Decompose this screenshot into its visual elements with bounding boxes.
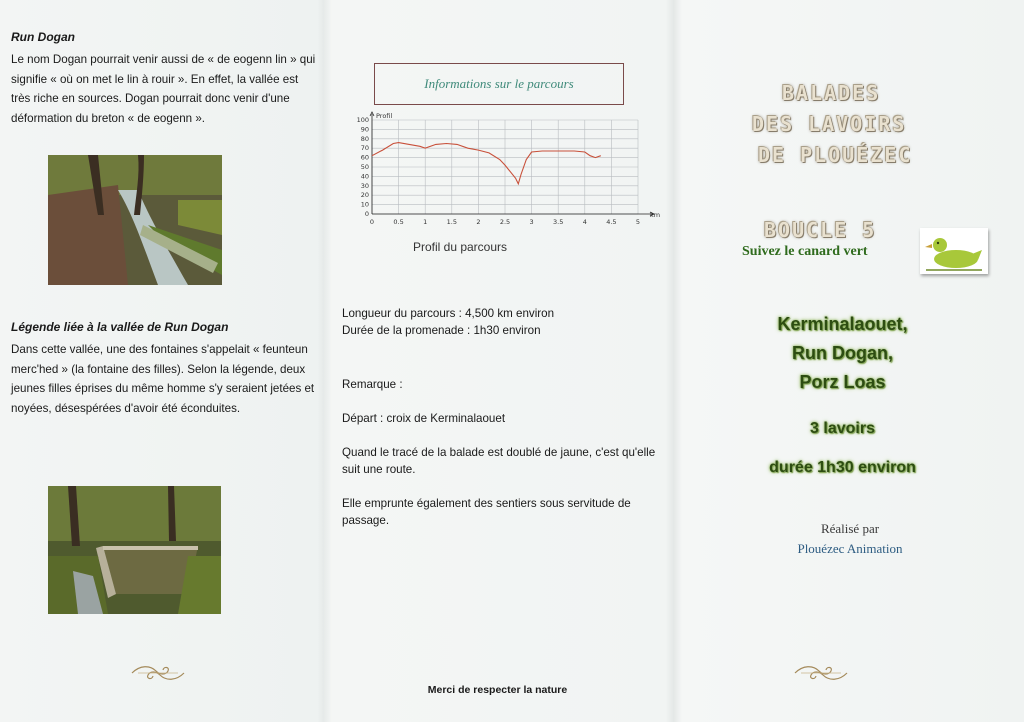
x-tick-label: 2 xyxy=(476,218,481,226)
respect-nature-note: Merci de respecter la nature xyxy=(427,684,568,696)
x-tick-label: 5 xyxy=(635,218,641,226)
stream-photo xyxy=(48,155,222,285)
departure-info: Départ : croix de Kerminalaouet xyxy=(342,412,506,425)
green-duck-badge xyxy=(920,228,988,274)
loop-number: BOUCLE 5 xyxy=(764,218,877,242)
legende-paragraph: Dans cette vallée, une des fontaines s'appelait « feunteun merc'hed » (la fontaine des filles). Selon la légende, deux jeunes filles éprises du même homme s'y seraient jetées et noyées, désespérées d'avoir été éconduites. xyxy=(11,343,315,415)
info-title-box: Informations sur le parcours xyxy=(374,63,624,105)
remark-label: Remarque : xyxy=(342,378,403,391)
brochure-title xyxy=(750,78,950,171)
chart-x-label: km xyxy=(650,211,661,219)
y-tick-label: 70 xyxy=(360,144,369,153)
x-tick-label: 0 xyxy=(369,218,375,226)
lavoir-photo xyxy=(48,486,221,614)
x-tick-label: 4.5 xyxy=(606,218,617,226)
flourish-ornament-icon xyxy=(791,662,851,684)
title-line-3: DE PLOUÉZEC xyxy=(758,143,913,167)
place-item: Run Dogan, xyxy=(792,343,893,363)
x-tick-label: 0.5 xyxy=(393,218,404,226)
y-tick-label: 50 xyxy=(360,163,369,171)
lavoirs-count: 3 lavoirs xyxy=(810,420,875,437)
place-item: Porz Loas xyxy=(799,372,886,392)
run-dogan-paragraph: Le nom Dogan pourrait venir aussi de « de eogenn lin » qui signifie « où on met le lin à rouir ». En effet, la vallée est très riche en sources. Dogan pourrait donc venir d'une déformation du breton « de eogenn ». xyxy=(11,53,316,125)
y-tick-label: 40 xyxy=(360,172,369,181)
y-tick-label: 20 xyxy=(360,191,369,200)
credits-label: Réalisé par xyxy=(820,521,880,536)
y-tick-label: 0 xyxy=(364,210,369,218)
place-item: Kerminalaouet, xyxy=(777,314,908,334)
title-line-1: BALADES xyxy=(782,81,881,105)
chart-series xyxy=(372,143,601,184)
title-line-2: DES LAVOIRS xyxy=(752,112,907,136)
chart-caption: Profil du parcours xyxy=(412,240,508,254)
paths-note: Elle emprunte également des sentiers sous servitude de passage. xyxy=(342,497,631,527)
route-info xyxy=(342,305,662,529)
y-tick-label: 80 xyxy=(360,134,369,143)
elevation-chart xyxy=(340,108,670,258)
y-tick-label: 10 xyxy=(360,200,369,209)
x-tick-label: 3.5 xyxy=(553,218,564,226)
x-tick-label: 3 xyxy=(529,218,534,226)
chart-grid xyxy=(372,120,638,214)
x-tick-label: 1 xyxy=(423,218,428,226)
chart-y-label: Profil xyxy=(376,112,393,120)
flourish-ornament-icon xyxy=(128,662,188,684)
chart-tick-labels xyxy=(357,116,640,226)
road-note: Quand le tracé de la balade est doublé de jaune, c'est qu'elle suit une route. xyxy=(342,446,656,476)
profile-line xyxy=(372,143,601,184)
route-duration: Durée de la promenade : 1h30 environ xyxy=(342,324,541,337)
x-tick-label: 1.5 xyxy=(446,218,457,226)
y-tick-label: 60 xyxy=(360,153,369,162)
y-tick-label: 90 xyxy=(360,125,369,134)
total-duration: durée 1h30 environ xyxy=(769,459,916,476)
x-tick-label: 4 xyxy=(582,218,587,226)
places-list xyxy=(740,310,945,397)
route-length: Longueur du parcours : 4,500 km environ xyxy=(342,307,555,320)
x-tick-label: 2.5 xyxy=(499,218,511,226)
y-tick-label: 30 xyxy=(360,181,369,190)
legende-heading: Légende liée à la vallée de Run Dogan xyxy=(11,320,229,334)
duck-icon xyxy=(920,228,988,274)
credits-organization: Plouézec Animation xyxy=(797,541,903,556)
run-dogan-heading: Run Dogan xyxy=(11,30,75,44)
follow-duck-text: Suivez le canard vert xyxy=(742,244,868,259)
y-tick-label: 100 xyxy=(356,116,369,124)
